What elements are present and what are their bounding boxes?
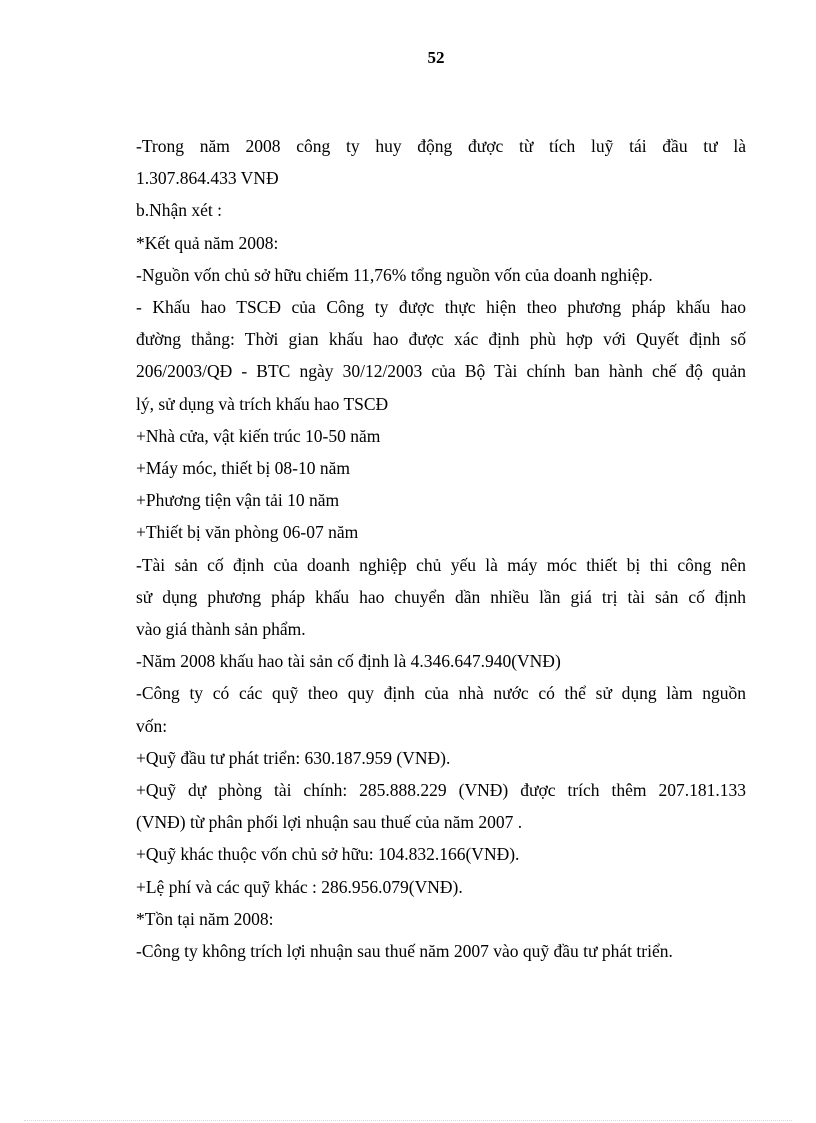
text-line: +Thiết bị văn phòng 06-07 năm <box>136 522 359 543</box>
text-line: -Năm 2008 khấu hao tài sản cố định là 4.346.647.940(VNĐ) <box>136 651 561 672</box>
page-number: 52 <box>427 48 445 67</box>
text-line: vốn: <box>136 715 168 736</box>
text-line: +Lệ phí và các quỹ khác : 286.956.079(VNĐ). <box>136 876 463 897</box>
text-line: +Quỹ đầu tư phát triển: 630.187.959 (VNĐ). <box>136 747 451 768</box>
text-line: -Nguồn vốn chủ sở hữu chiếm 11,76% tổng nguồn vốn của doanh nghiệp. <box>136 264 653 285</box>
text-line: *Tồn tại năm 2008: <box>136 908 274 929</box>
text-line: *Kết quả năm 2008: <box>136 232 279 253</box>
text-line: lý, sử dụng và trích khấu hao TSCĐ <box>136 393 389 414</box>
text-line: -Công ty có các quỹ theo quy định của nhà nước có thể sử dụng làm nguồn <box>136 683 746 704</box>
text-line: -Tài sản cố định của doanh nghiệp chủ yếu là máy móc thiết bị thi công nên <box>136 554 746 575</box>
text-line: +Quỹ khác thuộc vốn chủ sở hữu: 104.832.166(VNĐ). <box>136 844 520 865</box>
text-line: +Nhà cửa, vật kiến trúc 10-50 năm <box>136 425 381 446</box>
text-line: +Quỹ dự phòng tài chính: 285.888.229 (VNĐ) được trích thêm 207.181.133 <box>136 780 746 801</box>
text-line: -Trong năm 2008 công ty huy động được từ tích luỹ tái đầu tư là <box>136 136 746 156</box>
text-line: b.Nhận xét : <box>136 200 223 221</box>
document-body <box>136 130 746 967</box>
text-line: (VNĐ) từ phân phối lợi nhuận sau thuế của năm 2007 . <box>136 812 523 833</box>
text-line: 206/2003/QĐ - BTC ngày 30/12/2003 của Bộ Tài chính ban hành chế độ quản <box>136 361 746 382</box>
text-line: +Phương tiện vận tải 10 năm <box>136 490 340 511</box>
text-line: đường thẳng: Thời gian khấu hao được xác định phù hợp với Quyết định số <box>136 329 746 350</box>
text-line: sử dụng phương pháp khấu hao chuyển dần nhiều lần giá trị tài sản cố định <box>136 586 746 607</box>
text-line: vào giá thành sản phẩm. <box>136 619 306 640</box>
text-line: -Công ty không trích lợi nhuận sau thuế năm 2007 vào quỹ đầu tư phát triển. <box>136 941 673 962</box>
text-line: - Khấu hao TSCĐ của Công ty được thực hiện theo phương pháp khấu hao <box>136 297 746 318</box>
text-line: 1.307.864.433 VNĐ <box>136 168 279 189</box>
text-line: +Máy móc, thiết bị 08-10 năm <box>136 458 350 479</box>
page-bottom-rule <box>24 1120 792 1121</box>
